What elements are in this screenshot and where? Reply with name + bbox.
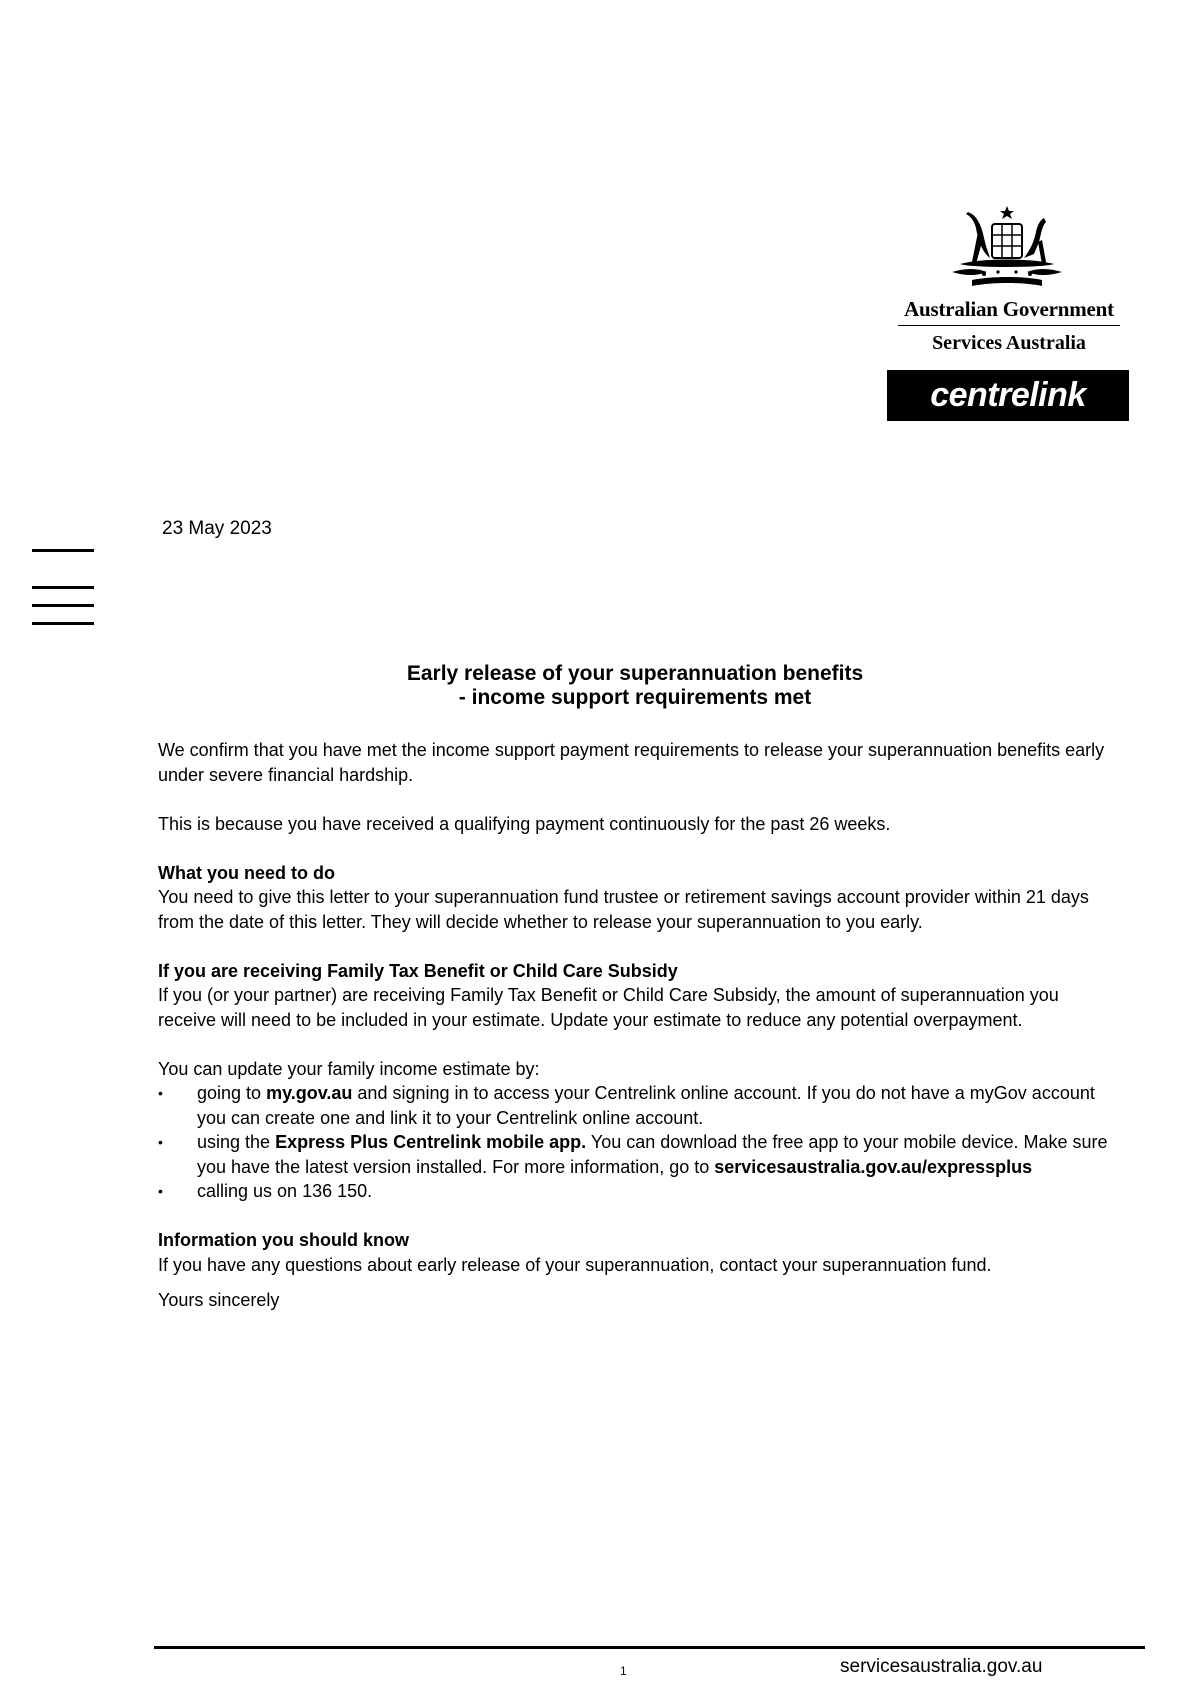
- family-tax-section: [158, 959, 1108, 1033]
- intro-paragraph: We confirm that you have met the income support payment requirements to release your superannuation benefits early under severe financial hardship.: [158, 740, 1105, 785]
- mail-mark: [32, 604, 94, 607]
- truncated-signoff: Yours sincerely: [158, 1289, 280, 1310]
- agency-name: Services Australia: [932, 332, 1086, 354]
- section-text: If you (or your partner) are receiving Family Tax Benefit or Child Care Subsidy, the amount of superannuation you receive will need to be included in your estimate. Update your estimate to reduce any potential overpayment.: [158, 985, 1059, 1030]
- update-intro: You can update your family income estimate by:: [158, 1058, 540, 1079]
- centrelink-logo: centrelink: [887, 370, 1129, 421]
- letter-date: 23 May 2023: [162, 518, 272, 539]
- list-item: • calling us on 136 150.: [158, 1179, 1108, 1204]
- section-heading: If you are receiving Family Tax Benefit or Child Care Subsidy: [158, 960, 678, 981]
- page-number: 1: [620, 1664, 627, 1678]
- update-options-list: [158, 1081, 1108, 1204]
- section-heading: Information you should know: [158, 1230, 409, 1250]
- letter-body: [158, 738, 1108, 1310]
- section-heading: What you need to do: [158, 862, 335, 883]
- footer-divider: [154, 1646, 1145, 1649]
- mail-mark: [32, 622, 94, 625]
- title-line: - income support requirements met: [458, 686, 812, 709]
- list-item: • going to my.gov.au and signing in to access your Centrelink online account. If you do not have a myGov account you can create one and link it to your Centrelink online account.: [158, 1081, 1108, 1130]
- mail-mark: [32, 586, 94, 589]
- express-plus-app-name: Express Plus Centrelink mobile app.: [275, 1132, 587, 1152]
- what-to-do-section: [158, 861, 1108, 935]
- footer-website[interactable]: servicesaustralia.gov.au: [840, 1656, 1043, 1677]
- reason-paragraph: This is because you have received a qualifying payment continuously for the past 26 weeks.: [158, 813, 891, 834]
- section-text: You need to give this letter to your superannuation fund trustee or retirement savings account provider within 21 days from the date of this letter. They will decide whether to release your superannuation to you early.: [158, 887, 1089, 932]
- title-line: Early release of your superannuation benefits: [406, 662, 864, 685]
- letterhead-divider: [898, 325, 1120, 326]
- letter-title: [160, 662, 1110, 710]
- information-section: [158, 1228, 1108, 1277]
- mygov-link[interactable]: my.gov.au: [266, 1083, 353, 1103]
- section-text: If you have any questions about early release of your superannuation, contact your superannuation fund.: [158, 1254, 992, 1275]
- coat-of-arms-logo: [942, 202, 1072, 294]
- list-item: • using the Express Plus Centrelink mobile app. You can download the free app to your mobile device. Make sure you have the latest version installed. For more information, go to servicesaustralia.gov.au/expressplus: [158, 1130, 1108, 1179]
- expressplus-link[interactable]: servicesaustralia.gov.au/expressplus: [714, 1156, 1033, 1177]
- government-name: Australian Government: [904, 297, 1114, 321]
- mail-mark: [32, 549, 94, 552]
